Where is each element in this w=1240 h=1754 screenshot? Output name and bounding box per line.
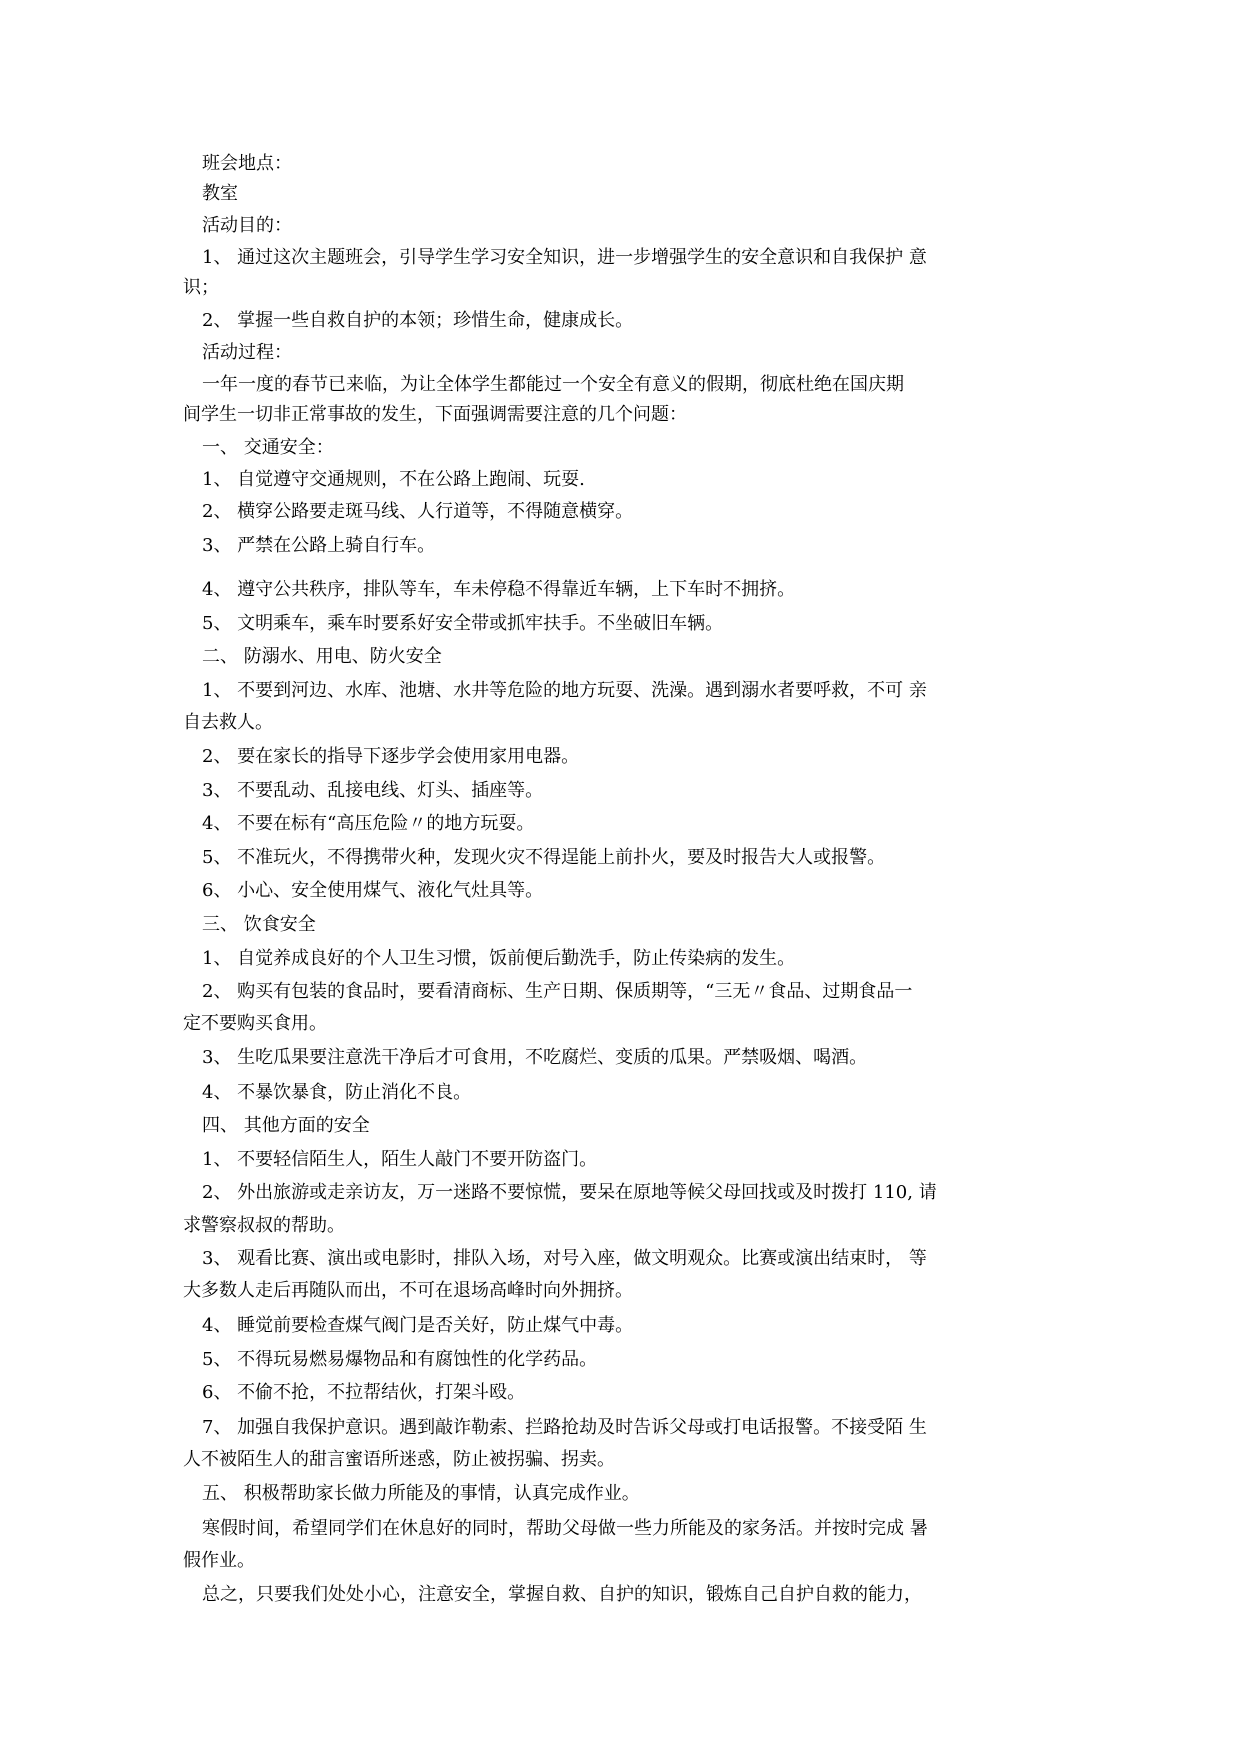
text-line: 1、 不要到河边、水库、池塘、水井等危险的地方玩耍、洗澡。遇到溺水者要呼救，不可 亲 (202, 680, 927, 701)
text-line: 自去救人。 (183, 712, 273, 733)
text-line: 3、 严禁在公路上骑自行车。 (202, 535, 436, 556)
text-line: 三、 饮食安全 (202, 914, 316, 935)
text-line: 5、 不准玩火，不得携带火种，发现火灾不得逞能上前扑火，要及时报告大人或报警。 (202, 847, 886, 868)
text-line: 5、 不得玩易燃易爆物品和有腐蚀性的化学药品。 (202, 1349, 598, 1370)
text-line: 二、 防溺水、用电、防火安全 (202, 646, 442, 667)
text-line: 1、 自觉遵守交通规则，不在公路上跑闹、玩耍. (202, 469, 585, 490)
text-line: 4、 睡觉前要检查煤气阀门是否关好，防止煤气中毒。 (202, 1315, 634, 1336)
text-line: 寒假时间，希望同学们在休息好的同时，帮助父母做一些力所能及的家务活。并按时完成 暑 (202, 1518, 928, 1539)
text-line: 活动过程： (202, 342, 292, 363)
text-line: 1、 通过这次主题班会，引导学生学习安全知识，进一步增强学生的安全意识和自我保护 意 (202, 247, 927, 268)
text-line: 7、 加强自我保护意识。遇到敲诈勒索、拦路抢劫及时告诉父母或打电话报警。不接受陌 生 (202, 1417, 927, 1438)
text-line: 活动目的： (202, 215, 292, 236)
text-line: 2、 购买有包装的食品时，要看清商标、生产日期、保质期等，“三无〃食品、过期食品一 (202, 981, 913, 1002)
text-line: 四、 其他方面的安全 (202, 1115, 370, 1136)
text-line: 4、 遵守公共秩序，排队等车，车未停稳不得靠近车辆，上下车时不拥挤。 (202, 579, 796, 600)
text-line: 3、 不要乱动、乱接电线、灯头、插座等。 (202, 780, 544, 801)
text-line: 总之，只要我们处处小心，注意安全，掌握自救、自护的知识，锻炼自己自护自救的能力， (202, 1584, 922, 1605)
text-line: 间学生一切非正常事故的发生，下面强调需要注意的几个问题： (183, 404, 687, 425)
text-line: 2、 掌握一些自救自护的本领；珍惜生命，健康成长。 (202, 310, 634, 331)
text-line: 班会地点： (202, 153, 292, 174)
text-line: 假作业。 (183, 1550, 255, 1571)
text-line: 1、 自觉养成良好的个人卫生习惯，饭前便后勤洗手，防止传染病的发生。 (202, 948, 796, 969)
text-line: 3、 生吃瓜果要注意洗干净后才可食用，不吃腐烂、变质的瓜果。严禁吸烟、喝酒。 (202, 1047, 868, 1068)
text-line: 2、 外出旅游或走亲访友，万一迷路不要惊慌，要呆在原地等候父母回找或及时拨打 110, 请 (202, 1182, 937, 1203)
text-line: 1、 不要轻信陌生人，陌生人敲门不要开防盗门。 (202, 1149, 598, 1170)
text-line: 求警察叔叔的帮助。 (183, 1215, 345, 1236)
text-line: 3、 观看比赛、演出或电影时，排队入场，对号入座，做文明观众。比赛或演出结束时， 等 (202, 1248, 927, 1269)
text-line: 教室 (202, 183, 238, 204)
text-line: 2、 要在家长的指导下逐步学会使用家用电器。 (202, 746, 580, 767)
text-line: 定不要购买食用。 (183, 1013, 327, 1034)
text-line: 6、 小心、安全使用煤气、液化气灶具等。 (202, 880, 544, 901)
text-line: 一、 交通安全： (202, 437, 334, 458)
text-line: 6、 不偷不抢，不拉帮结伙，打架斗殴。 (202, 1382, 526, 1403)
text-line: 识； (183, 277, 219, 298)
text-line: 一年一度的春节已来临，为让全体学生都能过一个安全有意义的假期，彻底杜绝在国庆期 (202, 374, 904, 395)
text-line: 4、 不要在标有“高压危险〃的地方玩耍。 (202, 813, 535, 834)
text-line: 5、 文明乘车，乘车时要系好安全带或抓牢扶手。不坐破旧车辆。 (202, 613, 724, 634)
text-line: 人不被陌生人的甜言蜜语所迷惑，防止被拐骗、拐卖。 (183, 1449, 615, 1470)
text-line: 五、 积极帮助家长做力所能及的事情，认真完成作业。 (202, 1483, 640, 1504)
text-line: 2、 横穿公路要走斑马线、人行道等，不得随意横穿。 (202, 501, 634, 522)
text-line: 大多数人走后再随队而出，不可在退场高峰时向外拥挤。 (183, 1280, 633, 1301)
text-line: 4、 不暴饮暴食，防止消化不良。 (202, 1082, 472, 1103)
